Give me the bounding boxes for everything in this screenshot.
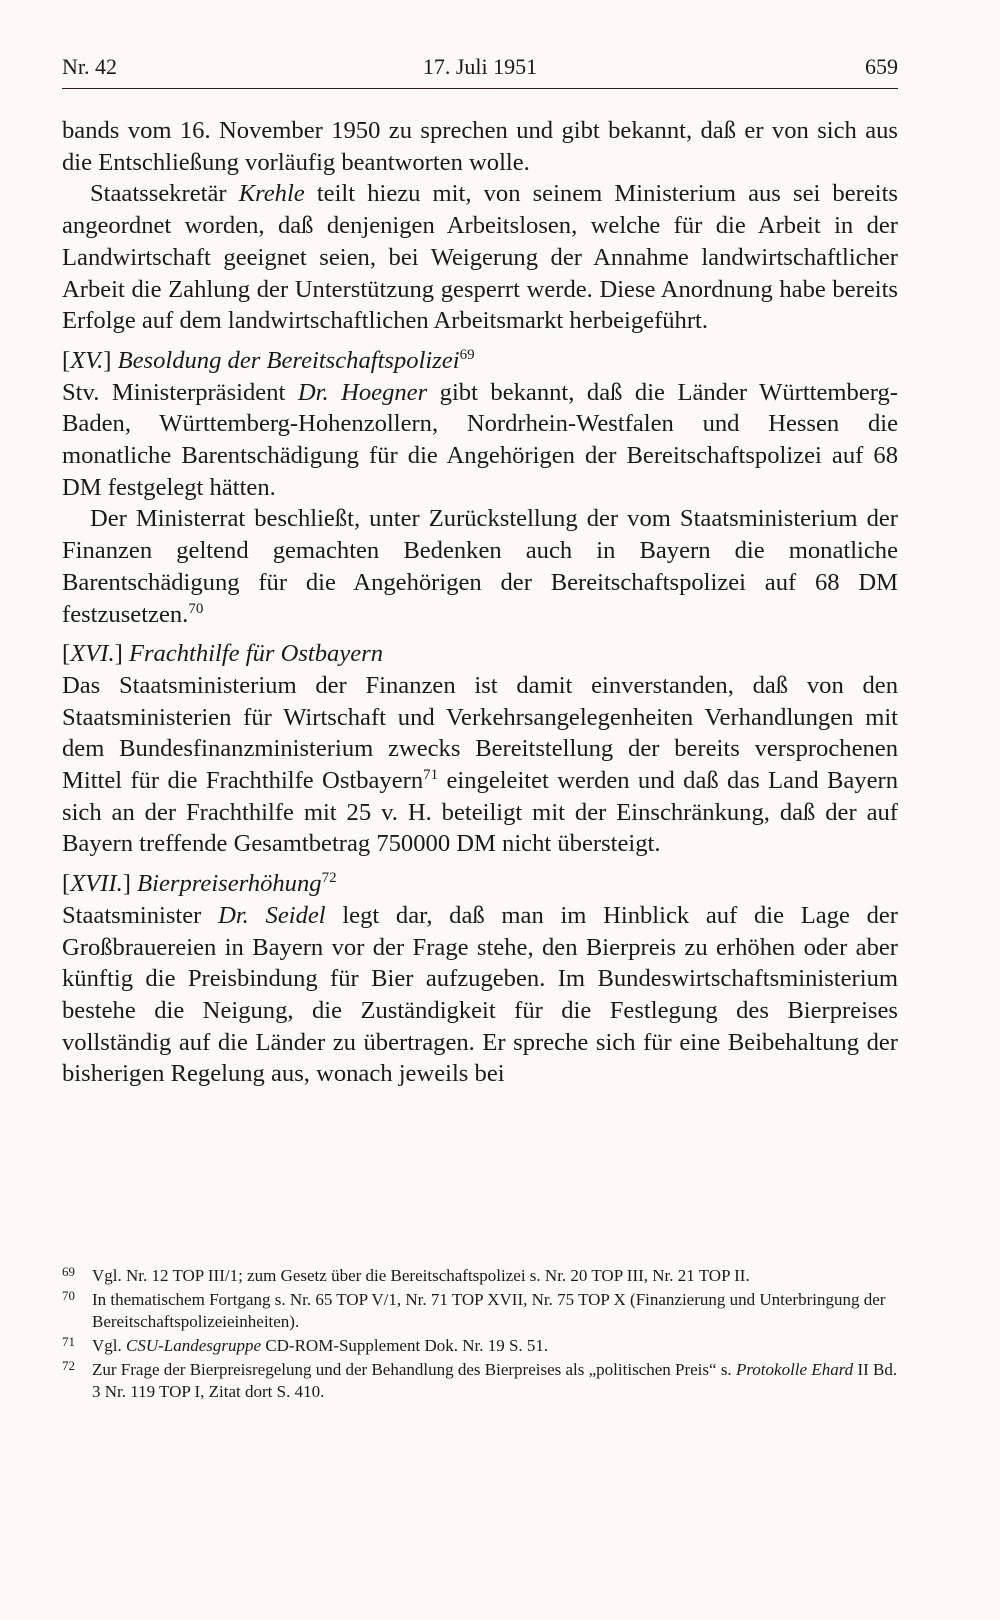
section-heading-xvii: [XVII.] Bierpreiserhöhung$^{72}$ [62,869,337,898]
section-heading-xv: [XV.] Besoldung der Bereitschaftspolizei$^{69}$ [62,346,475,374]
paragraph: Das Staatsministerium der Finanzen ist damit einverstanden, daß von den Staatsministerien für Wirtschaft und Verkehrsangelegenheiten Verhandlungen mit dem Bundesfinanzministerium zwecks Bereitstellung der bereits versprochenen Mittel für die Frachthilfe Ostbayern$^{71}$ eingeleitet werden und daß das Land Bayern sich an der Frachthilfe mit 25 v. H. beteiligt mit der Einschränkung, daß der auf Bayern treffende Gesamtbetrag 750000 DM nicht übersteigt. [62,671,898,858]
paragraph: Staatssekretär Krehle teilt hiezu mit, von seinem Ministerium aus sei bereits angeordnet worden, daß denjenigen Arbeitslosen, welche für die Arbeit in der Landwirtschaft geeignet seien, bei Weigerung der Annahme landwirtschaftlicher Arbeit die Zahlung der Unterstützung gesperrt werde. Diese Anordnung habe bereits Erfolge auf dem landwirtschaftlichen Arbeitsmarkt herbeigeführt. [62,180,898,335]
page-number: 659 [865,54,898,79]
paragraph: bands vom 16. November 1950 zu sprechen und gibt bekannt, daß er von sich aus die Entschließung vorläufig beantworten wolle. [62,117,898,176]
document-date: 17. Juli 1951 [422,54,538,79]
footnotes [62,1265,898,1405]
person-name: Hoegner [341,378,428,406]
person-name: Seidel [265,901,326,929]
footnote-ref: 70 [188,600,204,617]
paragraph: Der Ministerrat beschließt, unter Zurückstellung der vom Staatsministerium der Finanzen geltend gemachten Bedenken auch in Bayern die monatliche Barentschädigung für die Angehörigen der Bereitschaftspolizei auf 68 DM festzusetzen.$^{70}$ [62,505,898,628]
main-text [62,115,898,1090]
footnote-ref: 72 [321,869,337,886]
person-name: Krehle [238,180,305,208]
paragraph: Staatsminister Dr. Seidel legt dar, daß man im Hinblick auf die Lage der Großbrauereien in Bayern vor der Frage stehe, den Bierpreis zu erhöhen oder aber künftig die Preisbindung für Bier aufzugeben. Im Bundeswirtschaftsministerium bestehe die Neigung, die Zuständigkeit für die Festlegung des Bierpreises vollständig auf die Länder zu übertragen. Er spreche sich für eine Beibehaltung der bisherigen Regelung aus, wonach jeweils bei [62,901,898,1088]
footnote: 71 Vgl. CSU-Landesgruppe CD-ROM-Supplement Dok. Nr. 19 S. 51. [62,1334,549,1355]
section-heading-xvi: [XVI.] Frachthilfe für Ostbayern [62,640,384,668]
footnote-ref: 69 [459,346,475,363]
document-number: Nr. 42 [62,54,117,79]
footnote-ref: 71 [423,766,439,783]
footnote: 69 Vgl. Nr. 12 TOP III/1; zum Gesetz über die Bereitschaftspolizei s. Nr. 20 TOP III, Nr. 21 TOP II. [62,1264,750,1285]
paragraph: Stv. Ministerpräsident Dr. Hoegner gibt bekannt, daß die Länder Württemberg-Baden, Württemberg-Hohenzollern, Nordrhein-Westfalen und Hessen die monatliche Barentschädigung für die Angehörigen der Bereitschaftspolizei auf 68 DM festgelegt hätten. [62,378,898,501]
footnote: 70 In thematischem Fortgang s. Nr. 65 TOP V/1, Nr. 71 TOP XVII, Nr. 75 TOP X (Finanzierung und Unterbringung der Bereitschaftspolizeieinheiten). [62,1288,886,1331]
footnote: 72 Zur Frage der Bierpreisregelung und der Behandlung des Bierpreises als „politischen Preis“ s. Protokolle Ehard II Bd. 3 Nr. 119 TOP I, Zitat dort S. 410. [62,1358,898,1401]
running-header [62,52,898,89]
